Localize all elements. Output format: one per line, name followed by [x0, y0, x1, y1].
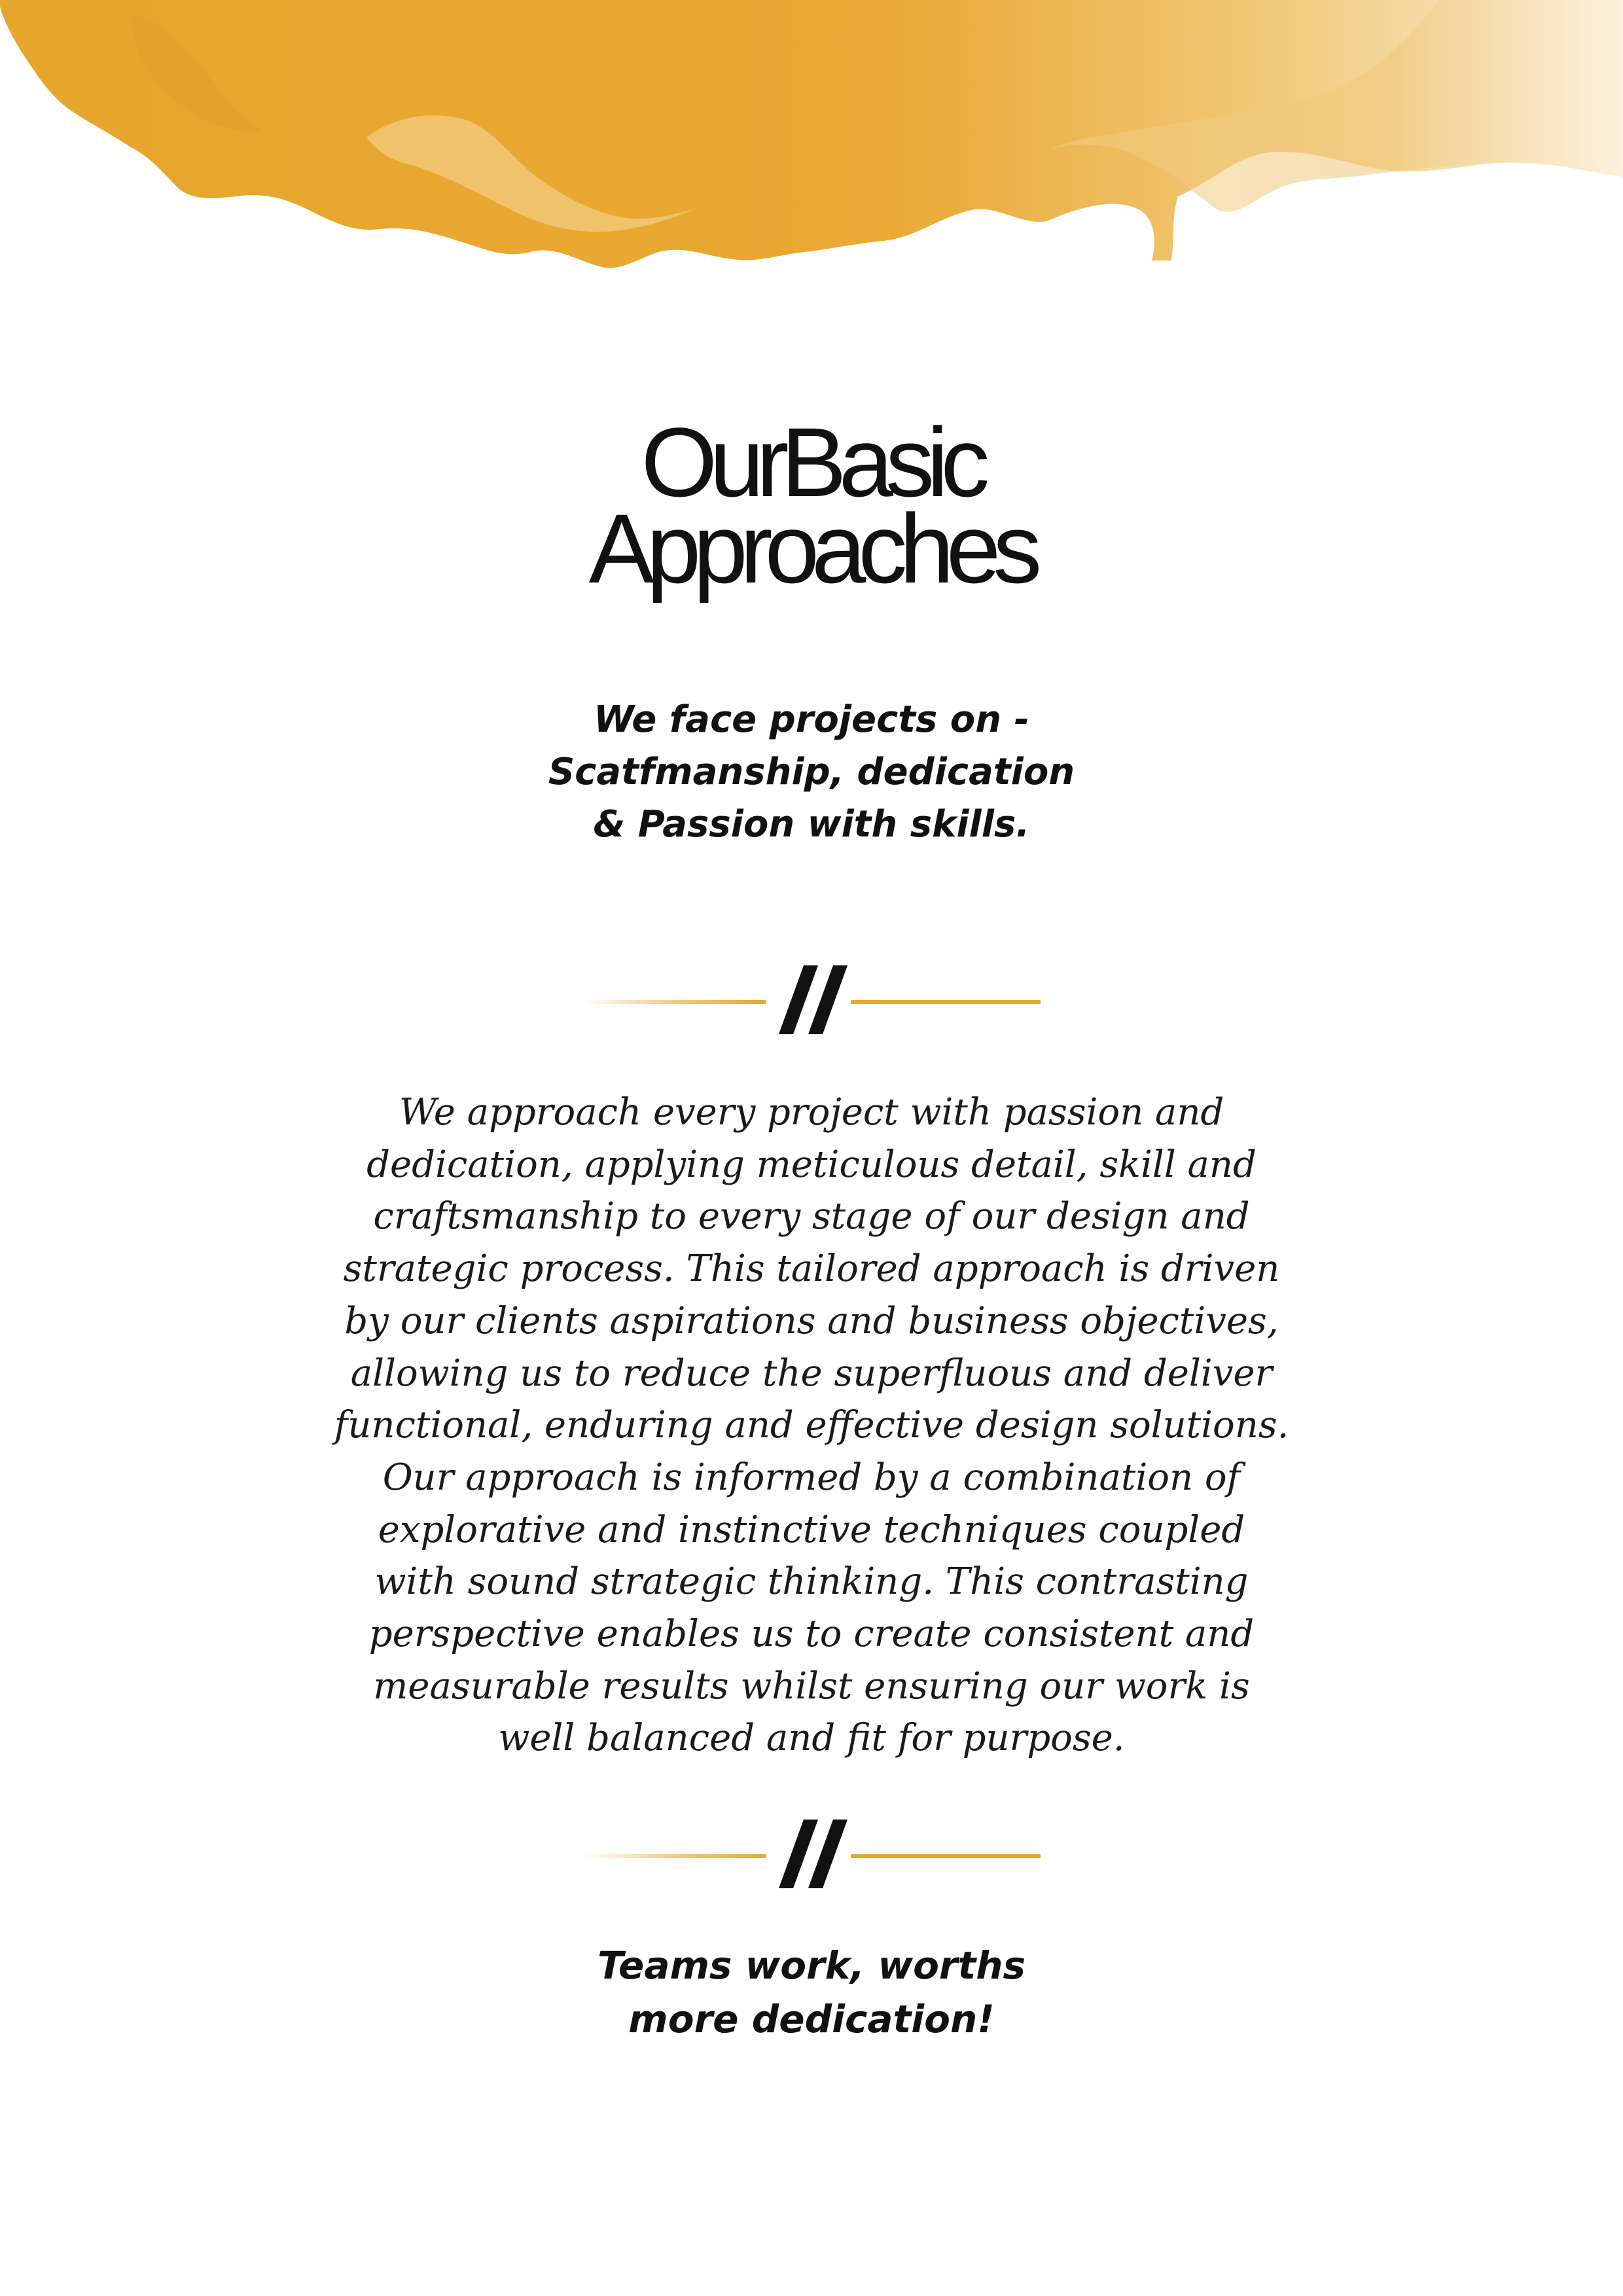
page-title-line-1: OurBasic [641, 407, 982, 517]
paragraph-line: We approach every project with passion and [399, 1091, 1224, 1134]
page-title [0, 407, 1623, 603]
paragraph-line: explorative and instinctive techniques coupled [378, 1508, 1245, 1551]
quote-divider-bottom [582, 1816, 1041, 1895]
subtitle-line-2: Scatfmanship, dedication [548, 751, 1075, 793]
paragraph-line: well balanced and fit for purpose. [498, 1717, 1125, 1760]
subtitle-line-1: We face projects on - [594, 698, 1029, 741]
paint-header-decoration [0, 0, 1623, 281]
quote-mark-icon [779, 965, 847, 1034]
subtitle [0, 694, 1623, 851]
quote-divider-top [582, 962, 1041, 1041]
paragraph-line: perspective enables us to create consistent and [368, 1613, 1255, 1656]
paragraph-line: by our clients aspirations and business objectives, [344, 1299, 1279, 1342]
paragraph-line: Our approach is informed by a combination of [382, 1456, 1241, 1499]
closing-tagline [0, 1939, 1623, 2046]
quote-mark-icon [779, 1820, 847, 1888]
page-title-line-2: Approaches [588, 493, 1035, 603]
closing-line-2: more dedication! [628, 1997, 995, 2041]
paragraph-line: craftsmanship to every stage of our design and [373, 1195, 1250, 1238]
paragraph-line: allowing us to reduce the superfluous and deliver [350, 1352, 1273, 1395]
approach-paragraph [196, 1086, 1427, 1765]
subtitle-line-3: & Passion with skills. [593, 803, 1030, 846]
paragraph-line: with sound strategic thinking. This contrasting [374, 1560, 1249, 1604]
paragraph-line: strategic process. This tailored approach is driven [343, 1247, 1280, 1291]
paragraph-line: dedication, applying meticulous detail, skill and [366, 1143, 1257, 1186]
paragraph-line: measurable results whilst ensuring our work is [373, 1664, 1250, 1708]
paragraph-line: functional, enduring and effective design solutions. [334, 1404, 1289, 1447]
closing-line-1: Teams work, worths [597, 1943, 1026, 1988]
